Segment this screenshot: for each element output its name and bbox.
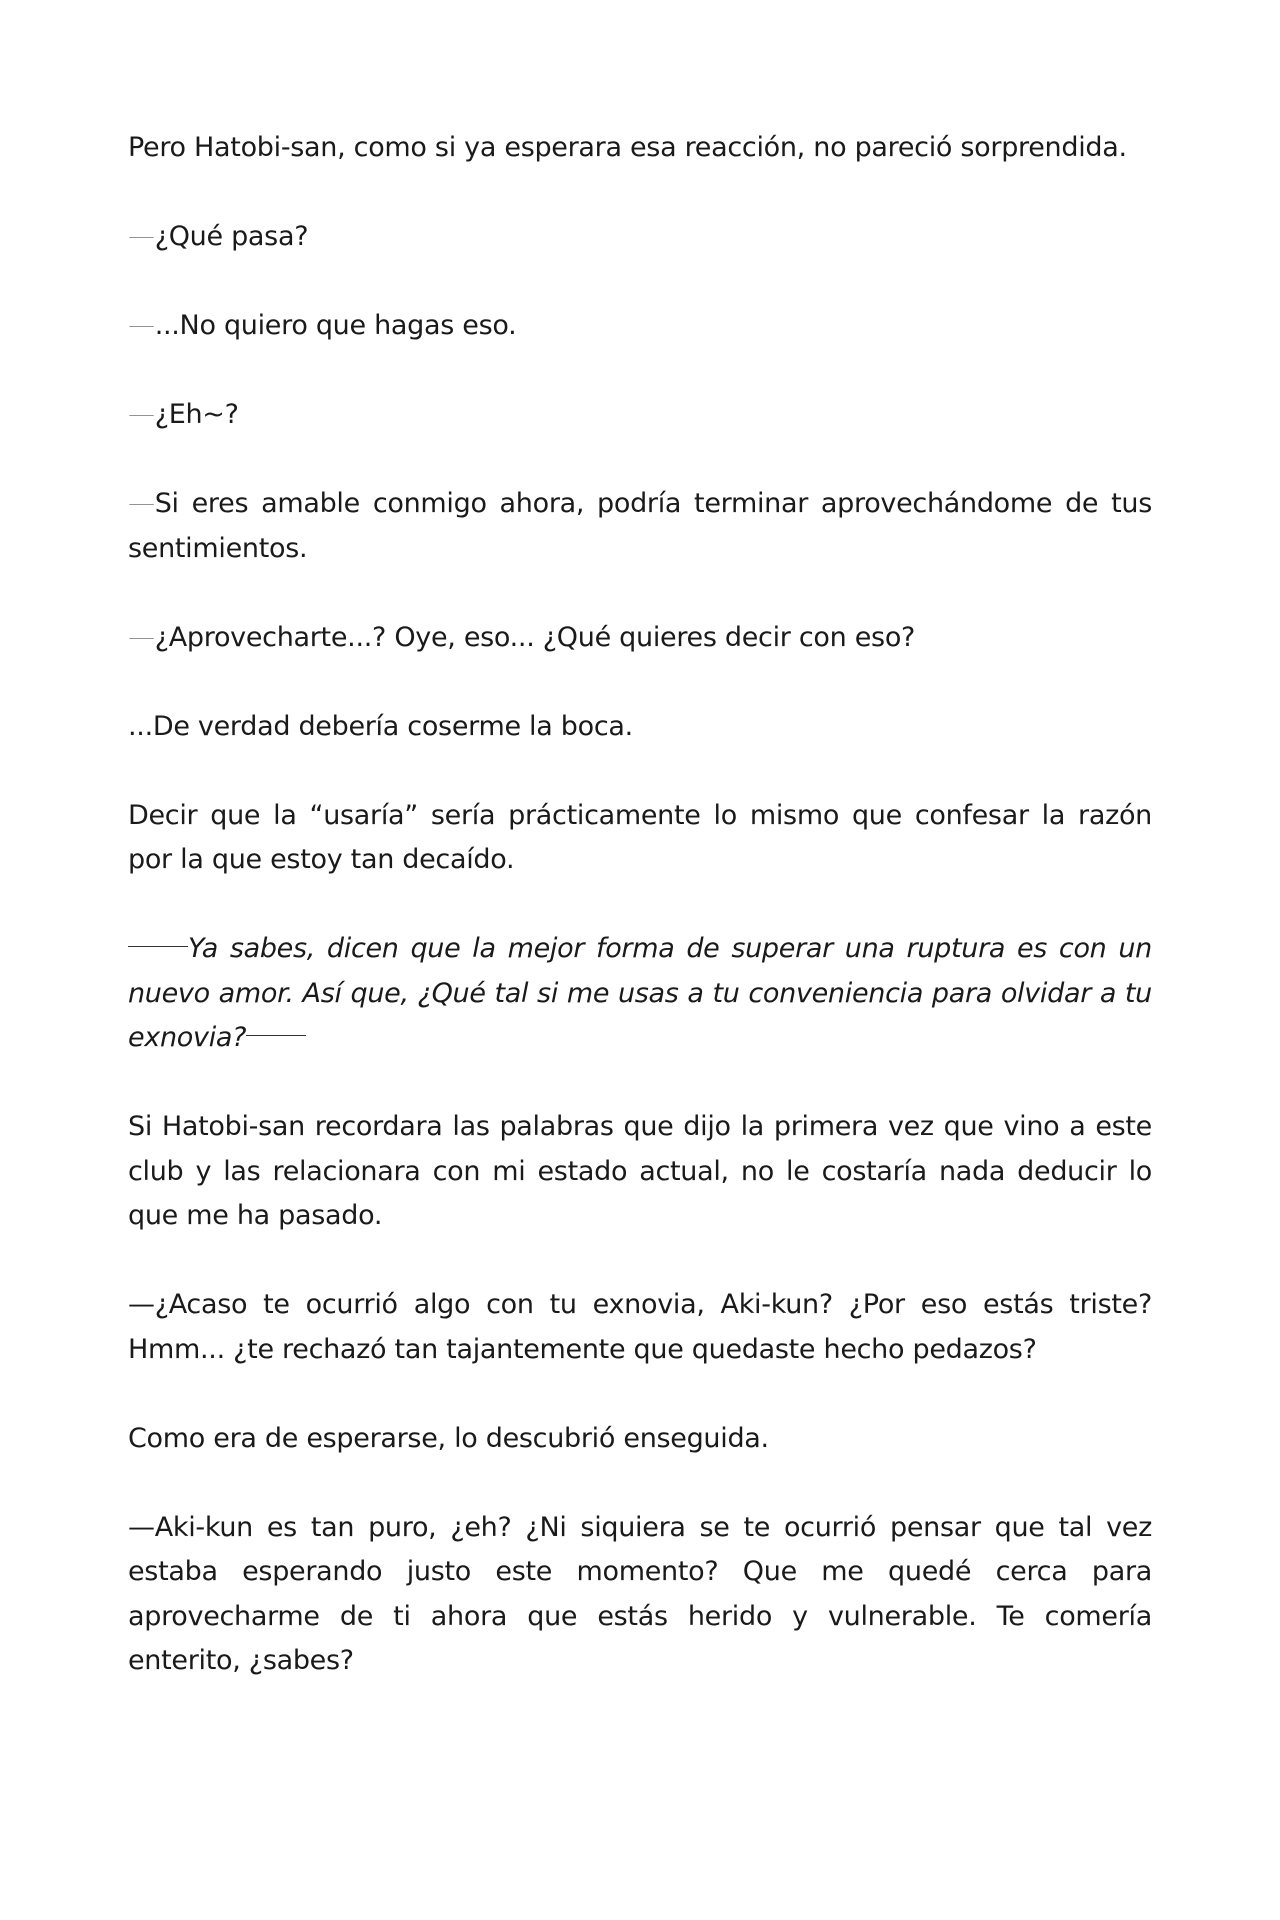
paragraph-dialogue [128, 616, 1152, 661]
paragraph-flashback-quote [128, 927, 1152, 1061]
paragraph-dialogue [128, 1506, 1152, 1684]
document-page [128, 126, 1152, 1684]
paragraph-text: Aki-kun es tan puro, ¿eh? ¿Ni siquiera se te ocurrió pensar que tal vez estaba esperando justo este momento? Que me quedé cerca para aprovecharme de ti ahora que estás herido y vulnerable. Te comería enterito, ¿sabes? [128, 1511, 1152, 1676]
long-dash-close [246, 1035, 306, 1036]
paragraph-dialogue [128, 304, 1152, 349]
long-dash-open [128, 946, 188, 947]
paragraph-text: ¿Eh~? [154, 399, 239, 430]
paragraph-dialogue [128, 215, 1152, 260]
paragraph-text: Decir que la “usaría” sería prácticamente lo mismo que confesar la razón por la que estoy tan decaído. [128, 799, 1152, 875]
paragraph-text: Si eres amable conmigo ahora, podría terminar aprovechándome de tus sentimientos. [128, 488, 1152, 564]
em-dash: — [128, 1289, 155, 1320]
paragraph-dialogue [128, 393, 1152, 438]
paragraph-dialogue [128, 482, 1152, 571]
em-dash: — [128, 228, 155, 246]
paragraph-text: ¿Aprovecharte...? Oye, eso... ¿Qué quieres decir con eso? [154, 621, 916, 653]
paragraph-text: ...No quiero que hagas eso. [154, 310, 517, 341]
em-dash: — [128, 317, 155, 335]
paragraph-dialogue [128, 1283, 1152, 1372]
paragraph-text: Si Hatobi-san recordara las palabras que dijo la primera vez que vino a este club y las relacionara con mi estado actual, no le costaría nada deducir lo que me ha pasado. [128, 1111, 1152, 1231]
paragraph-narration [128, 1417, 1152, 1462]
paragraph-text: ¿Acaso te ocurrió algo con tu exnovia, Aki-kun? ¿Por eso estás triste? Hmm... ¿te rechazó tan tajantemente que quedaste hecho pedazos? [128, 1289, 1152, 1365]
paragraph-text: Como era de esperarse, lo descubrió enseguida. [128, 1422, 769, 1454]
em-dash: — [128, 406, 155, 424]
paragraph-narration [128, 1105, 1152, 1239]
paragraph-text: ¿Qué pasa? [154, 221, 309, 252]
paragraph-text: ...De verdad debería coserme la boca. [128, 710, 633, 742]
paragraph-text: Ya sabes, dicen que la mejor forma de superar una ruptura es con un nuevo amor. Así que, ¿Qué tal si me usas a tu conveniencia para olvidar a tu exnovia? [128, 933, 1152, 1053]
paragraph-narration [128, 705, 1152, 750]
paragraph-narration [128, 126, 1152, 171]
paragraph-narration [128, 794, 1152, 883]
paragraph-text: Pero Hatobi-san, como si ya esperara esa reacción, no pareció sorprendida. [128, 132, 1127, 163]
em-dash: — [128, 628, 155, 646]
em-dash: — [128, 1511, 155, 1543]
em-dash: — [128, 495, 155, 513]
